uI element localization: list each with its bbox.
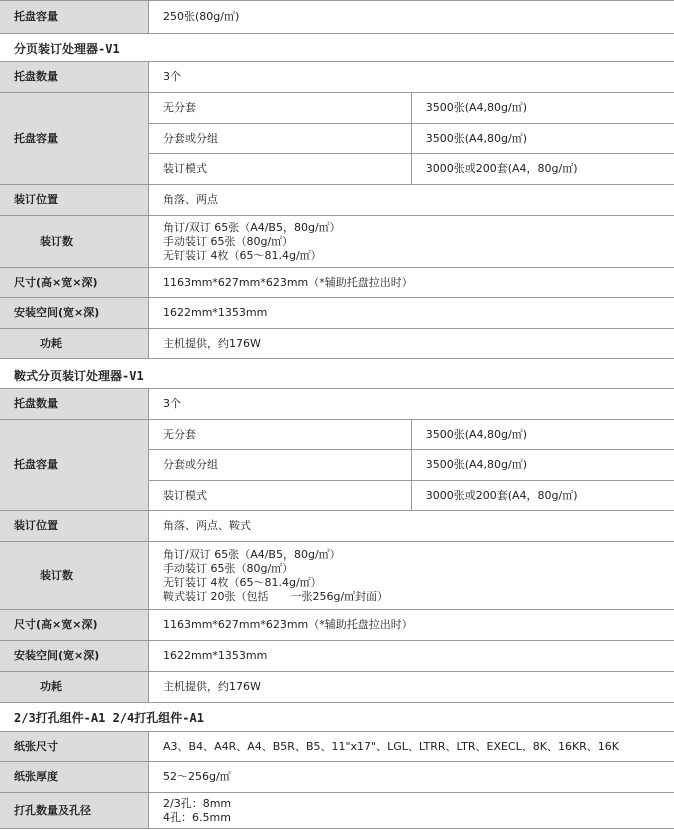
- row-label: 托盘数量: [0, 389, 149, 420]
- table-row: [0, 268, 674, 298]
- mode-label: 无分套: [149, 93, 412, 124]
- table-row: [0, 329, 674, 359]
- mode-value: 3500张(A4,80g/㎡): [411, 124, 674, 154]
- row-label: 安装空间(宽×深): [0, 298, 149, 329]
- row-value: 1622mm*1353mm: [149, 298, 674, 329]
- section-title: 分页装订处理器-V1: [14, 42, 120, 56]
- row-label: 装订位置: [0, 511, 149, 542]
- table-row: [0, 93, 674, 124]
- table-row: [0, 762, 674, 793]
- row-label: 托盘数量: [0, 62, 149, 93]
- row-value: 3个: [149, 62, 674, 93]
- mode-value: 3000张或200套(A4，80g/㎡): [411, 154, 674, 185]
- value-line: 手动装订 65张（80g/㎡）: [163, 561, 294, 575]
- row-value: 角落、两点: [149, 185, 674, 216]
- mode-label: 装订模式: [149, 154, 412, 185]
- row-value: A3、B4、A4R、A4、B5R、B5、11"x17"、LGL、LTRR、LTR、EXECL、8K、16KR、16K: [149, 732, 674, 762]
- table-row: [0, 420, 674, 450]
- table-row: [0, 1, 674, 34]
- row-value: 52～256g/㎡: [149, 762, 674, 793]
- row-label: 功耗: [0, 329, 149, 359]
- punch-unit-spec-table: [0, 731, 674, 829]
- value-line: 2/3孔：8mm: [163, 796, 232, 810]
- row-label: 纸张尺寸: [0, 732, 149, 762]
- row-label: 装订数: [0, 542, 149, 610]
- value-line: 角订/双订 65张（A4/B5，80g/㎡）: [163, 547, 341, 561]
- table-row: [0, 793, 674, 829]
- table-row: [0, 511, 674, 542]
- row-value: [149, 793, 674, 829]
- mode-label: 分套或分组: [149, 124, 412, 154]
- finisher-spec-table: [0, 61, 674, 359]
- row-value: 1163mm*627mm*623mm（*辅助托盘拉出时）: [149, 610, 674, 641]
- row-value: 主机提供，约176W: [149, 329, 674, 359]
- row-value: [149, 542, 674, 610]
- mode-label: 分套或分组: [149, 450, 412, 481]
- row-label: 托盘容量: [0, 420, 149, 511]
- row-label: 尺寸(高×宽×深): [0, 268, 149, 298]
- row-value: 角落、两点、鞍式: [149, 511, 674, 542]
- table-row: [0, 389, 674, 420]
- value-line: 无钉装订 4枚（65～81.4g/㎡）: [163, 575, 322, 589]
- value-line: 鞍式装订 20张（包括 一张256g/㎡封面）: [163, 589, 389, 603]
- row-label: 托盘容量: [0, 93, 149, 185]
- section-title: 鞍式分页装订处理器-V1: [14, 369, 144, 383]
- row-label: 功耗: [0, 672, 149, 703]
- mode-value: 3500张(A4,80g/㎡): [411, 420, 674, 450]
- row-value: 3个: [149, 389, 674, 420]
- saddle-finisher-spec-table: [0, 388, 674, 703]
- table-row: [0, 672, 674, 703]
- value-line: 无钉装订 4枚（65～81.4g/㎡）: [163, 248, 322, 262]
- row-value: [149, 216, 674, 268]
- row-label: 装订位置: [0, 185, 149, 216]
- value-line: 角订/双订 65张（A4/B5，80g/㎡）: [163, 220, 341, 234]
- row-label: 托盘容量: [0, 1, 149, 34]
- section-title: 2/3打孔组件-A1 2/4打孔组件-A1: [14, 711, 204, 725]
- row-value: 主机提供，约176W: [149, 672, 674, 703]
- mode-value: 3500张(A4,80g/㎡): [411, 93, 674, 124]
- table-row: [0, 216, 674, 268]
- row-label: 纸张厚度: [0, 762, 149, 793]
- table-row: [0, 732, 674, 762]
- table-row: [0, 185, 674, 216]
- row-label: 尺寸(高×宽×深): [0, 610, 149, 641]
- row-label: 打孔数量及孔径: [0, 793, 149, 829]
- mode-value: 3000张或200套(A4，80g/㎡): [411, 481, 674, 511]
- row-value: 1163mm*627mm*623mm（*辅助托盘拉出时）: [149, 268, 674, 298]
- table-row: [0, 62, 674, 93]
- table-row: [0, 610, 674, 641]
- value-line: 手动装订 65张（80g/㎡）: [163, 234, 294, 248]
- mode-value: 3500张(A4,80g/㎡): [411, 450, 674, 481]
- mode-label: 装订模式: [149, 481, 412, 511]
- mode-label: 无分套: [149, 420, 412, 450]
- table-row: [0, 542, 674, 610]
- table-row: [0, 298, 674, 329]
- row-label: 装订数: [0, 216, 149, 268]
- row-value: 250张(80g/㎡): [149, 1, 674, 34]
- top-spec-table: [0, 0, 674, 34]
- row-label: 安装空间(宽×深): [0, 641, 149, 672]
- row-value: 1622mm*1353mm: [149, 641, 674, 672]
- value-line: 4孔：6.5mm: [163, 810, 231, 824]
- table-row: [0, 641, 674, 672]
